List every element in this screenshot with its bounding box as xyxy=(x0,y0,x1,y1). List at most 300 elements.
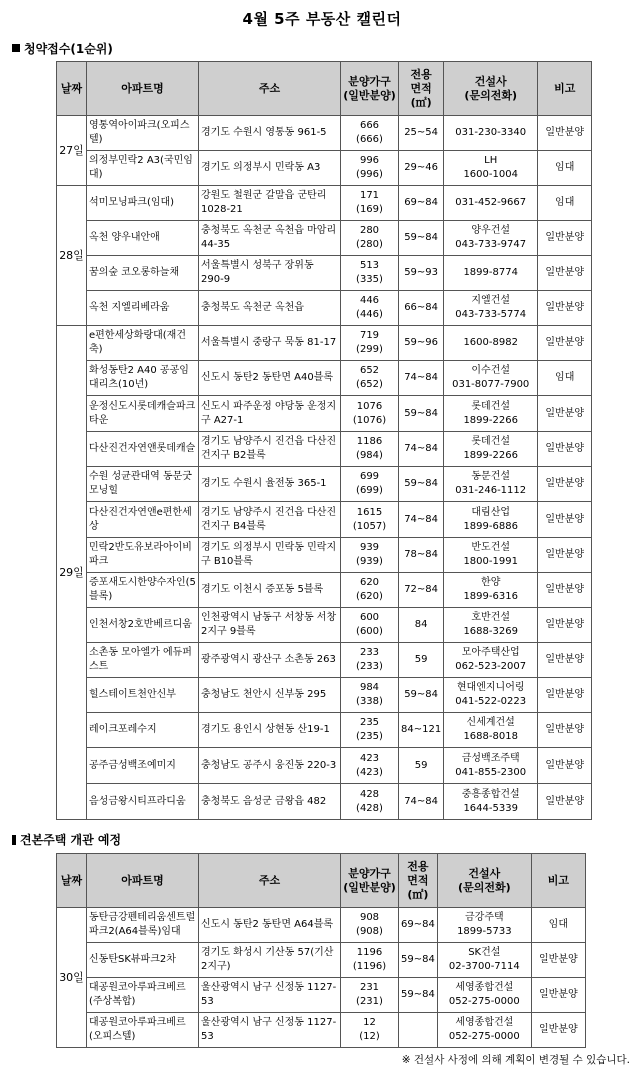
builder-name: 중흥종합건설 xyxy=(461,788,520,800)
section-heading-text: 견본주택 개관 예정 xyxy=(20,833,122,847)
address: 경기도 이천시 증포동 5블록 xyxy=(199,573,341,608)
total-units: 428 xyxy=(359,788,380,800)
builder-name: 한양 xyxy=(481,577,501,588)
units-cell xyxy=(341,748,399,784)
header-area xyxy=(399,854,438,908)
general-units: (600) xyxy=(356,626,383,637)
builder-name: 대림산업 xyxy=(471,506,511,518)
builder-name: 금성백조주택 xyxy=(461,752,520,764)
general-units: (12) xyxy=(359,1031,380,1042)
units-cell xyxy=(341,1013,399,1048)
builder-cell xyxy=(444,643,538,678)
builder-phone: 1800-1991 xyxy=(463,556,518,567)
header-address: 주소 xyxy=(199,62,341,116)
area: 59~84 xyxy=(399,221,444,256)
units-cell xyxy=(341,116,399,151)
footnote: ※ 건설사 사정에 의해 계획이 변경될 수 있습니다. xyxy=(401,1054,630,1066)
header-builder xyxy=(437,854,531,908)
total-units: 171 xyxy=(359,190,380,201)
builder-cell xyxy=(444,538,538,573)
builder-phone: 1688-8018 xyxy=(463,731,518,742)
builder-phone: 1600-8982 xyxy=(463,337,518,348)
builder-phone: 1899-8774 xyxy=(463,267,518,278)
header-builder xyxy=(444,62,538,116)
apartment-name: 신동탄SK뷰파크2차 xyxy=(87,943,199,978)
table-row xyxy=(57,256,592,291)
builder-name: 모아주택산업 xyxy=(461,647,520,658)
general-units: (428) xyxy=(356,802,383,814)
builder-phone: 043-733-9747 xyxy=(455,239,527,250)
apartment-name: 음성금왕시티프라디움 xyxy=(87,784,199,820)
note: 일반분양 xyxy=(538,678,592,713)
header-units xyxy=(341,854,399,908)
note: 일반분양 xyxy=(538,748,592,784)
square-bullet-icon xyxy=(12,44,20,52)
area: 59 xyxy=(399,643,444,678)
general-units: (338) xyxy=(356,696,383,707)
total-units: 984 xyxy=(359,682,380,693)
address: 신도시 동탄2 동탄면 A40블록 xyxy=(199,361,341,396)
area: 84~121 xyxy=(399,713,444,748)
total-units: 652 xyxy=(359,365,380,376)
total-units: 1615 xyxy=(356,506,383,518)
area: 59~93 xyxy=(399,256,444,291)
total-units: 231 xyxy=(359,982,380,993)
builder-cell xyxy=(444,467,538,502)
general-units: (299) xyxy=(356,344,383,355)
date-cell: 30일 xyxy=(57,908,87,1048)
bar-bullet-icon xyxy=(12,835,16,845)
units-cell xyxy=(341,151,399,186)
header-date: 날짜 xyxy=(57,62,87,116)
builder-cell xyxy=(444,713,538,748)
builder-cell xyxy=(444,678,538,713)
units-cell xyxy=(341,186,399,221)
builder-phone: 1899-2266 xyxy=(463,450,518,461)
builder-phone: 1899-2266 xyxy=(463,414,518,426)
units-cell xyxy=(341,784,399,820)
table-row xyxy=(57,784,592,820)
general-units: (666) xyxy=(356,134,383,145)
model-house-table xyxy=(56,853,586,1048)
address: 경기도 용인시 상현동 산19-1 xyxy=(199,713,341,748)
note: 일반분양 xyxy=(538,573,592,608)
apartment-name: 동탄금강펜테리움센트럴파크2(A64블록)임대 xyxy=(87,908,199,943)
address: 경기도 의정부시 민락동 A3 xyxy=(199,151,341,186)
general-units: (699) xyxy=(356,485,383,496)
total-units: 446 xyxy=(359,295,380,306)
area: 69~84 xyxy=(399,186,444,221)
address: 신도시 동탄2 동탄면 A64블록 xyxy=(199,908,341,943)
address: 신도시 파주운정 야당동 운정지구 A27-1 xyxy=(199,396,341,432)
header-area-line2: 면적 xyxy=(410,81,432,95)
general-units: (446) xyxy=(356,309,383,320)
table-row xyxy=(57,538,592,573)
table-row xyxy=(57,361,592,396)
header-area-line1: 전용 xyxy=(410,67,432,81)
total-units: 620 xyxy=(359,577,380,588)
builder-name: 신세계건설 xyxy=(466,717,515,728)
builder-cell xyxy=(437,978,531,1013)
builder-cell xyxy=(437,1013,531,1048)
builder-name: SK건설 xyxy=(468,947,501,958)
table-row xyxy=(57,467,592,502)
table-row xyxy=(57,978,586,1013)
builder-phone: 052-275-0000 xyxy=(448,1031,520,1042)
builder-name: 롯데건설 xyxy=(471,400,511,412)
builder-cell xyxy=(444,256,538,291)
note: 일반분양 xyxy=(538,396,592,432)
header-date: 날짜 xyxy=(57,854,87,908)
builder-phone: 041-522-0223 xyxy=(455,696,527,707)
builder-cell xyxy=(444,396,538,432)
total-units: 1196 xyxy=(356,947,383,958)
page-title: 4월 5주 부동산 캘린더 xyxy=(242,10,402,28)
note: 임대 xyxy=(531,908,585,943)
total-units: 939 xyxy=(359,542,380,553)
area: 59~84 xyxy=(399,978,438,1013)
header-area-line3: (㎡) xyxy=(410,95,432,109)
builder-cell xyxy=(444,186,538,221)
address: 경기도 수원시 율전동 365-1 xyxy=(199,467,341,502)
total-units: 996 xyxy=(359,155,380,166)
builder-cell xyxy=(444,748,538,784)
area: 69~84 xyxy=(399,908,438,943)
builder-name: 지엘건설 xyxy=(471,295,511,306)
general-units: (996) xyxy=(356,169,383,180)
apartment-name: 영통역아이파크(오피스텔) xyxy=(87,116,199,151)
address: 충청남도 천안시 신부동 295 xyxy=(199,678,341,713)
total-units: 908 xyxy=(359,912,380,923)
apartment-name: e편한세상화랑대(재건축) xyxy=(87,326,199,361)
table-row xyxy=(57,221,592,256)
note: 일반분양 xyxy=(531,943,585,978)
builder-cell xyxy=(444,116,538,151)
table-row xyxy=(57,291,592,326)
general-units: (908) xyxy=(356,926,383,937)
units-cell xyxy=(341,361,399,396)
units-cell xyxy=(341,678,399,713)
general-units: (984) xyxy=(356,450,383,461)
area xyxy=(399,1013,438,1048)
general-units: (620) xyxy=(356,591,383,602)
note: 일반분양 xyxy=(538,502,592,538)
general-units: (1057) xyxy=(352,520,387,532)
units-cell xyxy=(341,502,399,538)
apartment-name: 옥천 지엘리베라움 xyxy=(87,291,199,326)
table-row xyxy=(57,326,592,361)
note: 일반분양 xyxy=(538,432,592,467)
units-cell xyxy=(341,256,399,291)
apartment-name: 소촌동 모아엘가 에듀퍼스트 xyxy=(87,643,199,678)
area: 66~84 xyxy=(399,291,444,326)
header-builder-line2: (문의전화) xyxy=(458,880,511,894)
builder-cell xyxy=(444,432,538,467)
builder-phone: 02-3700-7114 xyxy=(448,961,520,972)
date-cell: 28일 xyxy=(57,186,87,326)
apartment-name: 다산진건자연앤e편한세상 xyxy=(87,502,199,538)
note: 일반분양 xyxy=(538,538,592,573)
units-cell xyxy=(341,643,399,678)
builder-phone: 052-275-0000 xyxy=(448,996,520,1007)
area: 74~84 xyxy=(399,784,444,820)
note: 일반분양 xyxy=(538,326,592,361)
builder-name: 세영종합건설 xyxy=(455,1017,514,1028)
area: 78~84 xyxy=(399,538,444,573)
builder-phone: 031-8077-7900 xyxy=(452,379,530,390)
table-row xyxy=(57,713,592,748)
apartment-name: 화성동탄2 A40 공공임대리츠(10년) xyxy=(87,361,199,396)
apartment-name: 다산진건자연앤롯데캐슬 xyxy=(87,432,199,467)
apartment-name: 운정신도시롯데캐슬파크타운 xyxy=(87,396,199,432)
date-cell: 29일 xyxy=(57,326,87,820)
general-units: (1196) xyxy=(352,961,387,972)
area: 25~54 xyxy=(399,116,444,151)
builder-name: LH xyxy=(484,155,498,166)
apartment-name: 꿈의숲 코오롱하늘채 xyxy=(87,256,199,291)
area: 59 xyxy=(399,748,444,784)
general-units: (939) xyxy=(356,556,383,567)
date-cell: 27일 xyxy=(57,116,87,186)
area: 74~84 xyxy=(399,361,444,396)
note: 임대 xyxy=(538,361,592,396)
table-row xyxy=(57,643,592,678)
area: 72~84 xyxy=(399,573,444,608)
units-cell xyxy=(341,978,399,1013)
builder-name: 호반건설 xyxy=(471,612,511,623)
builder-phone: 031-246-1112 xyxy=(455,485,527,496)
note: 일반분양 xyxy=(538,221,592,256)
apartment-name: 민락2반도유보라아이비파크 xyxy=(87,538,199,573)
builder-phone: 041-855-2300 xyxy=(455,766,527,778)
units-cell xyxy=(341,326,399,361)
total-units: 233 xyxy=(359,647,380,658)
header-name: 아파트명 xyxy=(87,854,199,908)
total-units: 1186 xyxy=(356,436,383,447)
header-builder-line1: 건설사 xyxy=(468,866,501,880)
table-row xyxy=(57,573,592,608)
builder-phone: 031-452-9667 xyxy=(455,197,527,208)
address: 서울특별시 중랑구 묵동 81-17 xyxy=(199,326,341,361)
note: 일반분양 xyxy=(538,467,592,502)
address: 경기도 화성시 기산동 57(기산2지구) xyxy=(199,943,341,978)
section-heading-text: 청약접수(1순위) xyxy=(24,42,113,56)
section-heading-subscription xyxy=(12,40,113,57)
total-units: 699 xyxy=(359,471,380,482)
table-header-row xyxy=(57,854,586,908)
area: 59~84 xyxy=(399,396,444,432)
units-cell xyxy=(341,608,399,643)
units-cell xyxy=(341,291,399,326)
apartment-name: 대공원코아루파크베르(오피스텔) xyxy=(87,1013,199,1048)
address: 경기도 수원시 영통동 961-5 xyxy=(199,116,341,151)
general-units: (280) xyxy=(356,239,383,250)
area: 74~84 xyxy=(399,432,444,467)
area: 59~96 xyxy=(399,326,444,361)
header-area-line2: 면적 xyxy=(407,873,429,887)
area: 74~84 xyxy=(399,502,444,538)
total-units: 12 xyxy=(363,1017,376,1028)
area: 84 xyxy=(399,608,444,643)
area: 59~84 xyxy=(399,467,444,502)
note: 일반분양 xyxy=(538,291,592,326)
header-area-line3: (㎡) xyxy=(407,887,429,901)
table-row xyxy=(57,678,592,713)
total-units: 513 xyxy=(359,260,380,271)
header-units-line1: 분양가구 xyxy=(348,866,391,880)
builder-cell xyxy=(437,943,531,978)
header-note: 비고 xyxy=(531,854,585,908)
note: 일반분양 xyxy=(538,256,592,291)
builder-cell xyxy=(444,151,538,186)
builder-phone: 1600-1004 xyxy=(463,169,518,180)
builder-cell xyxy=(444,221,538,256)
header-builder-line2: (문의전화) xyxy=(464,88,517,102)
table-row xyxy=(57,1013,586,1048)
builder-phone: 043-733-5774 xyxy=(455,309,527,320)
address: 울산광역시 남구 신정동 1127-53 xyxy=(199,1013,341,1048)
address: 강원도 철원군 갈말읍 군탄리 1028-21 xyxy=(199,186,341,221)
apartment-name: 증포새도시한양수자인(5블록) xyxy=(87,573,199,608)
builder-phone: 1899-5733 xyxy=(457,926,512,937)
table-row xyxy=(57,116,592,151)
builder-phone: 062-523-2007 xyxy=(455,661,527,672)
note: 임대 xyxy=(538,186,592,221)
note: 일반분양 xyxy=(538,608,592,643)
address: 인천광역시 남동구 서창동 서창2지구 9블록 xyxy=(199,608,341,643)
builder-name: 세영종합건설 xyxy=(455,982,514,993)
builder-name: 롯데건설 xyxy=(471,436,511,447)
header-area xyxy=(399,62,444,116)
builder-phone: 031-230-3340 xyxy=(455,127,527,138)
apartment-name: 대공원코아루파크베르(주상복합) xyxy=(87,978,199,1013)
note: 일반분양 xyxy=(538,784,592,820)
note: 일반분양 xyxy=(538,643,592,678)
general-units: (423) xyxy=(356,766,383,778)
builder-phone: 1899-6316 xyxy=(463,591,518,602)
header-builder-line1: 건설사 xyxy=(474,74,507,88)
header-name: 아파트명 xyxy=(87,62,199,116)
units-cell xyxy=(341,943,399,978)
builder-cell xyxy=(444,608,538,643)
address: 충청남도 공주시 웅진동 220-3 xyxy=(199,748,341,784)
general-units: (169) xyxy=(356,204,383,215)
builder-name: 이수건설 xyxy=(471,365,511,376)
table-row xyxy=(57,748,592,784)
address: 울산광역시 남구 신정동 1127-53 xyxy=(199,978,341,1013)
general-units: (231) xyxy=(356,996,383,1007)
table-row xyxy=(57,608,592,643)
total-units: 280 xyxy=(359,225,380,236)
builder-phone: 1644-5339 xyxy=(463,802,518,814)
builder-cell xyxy=(444,326,538,361)
note: 일반분양 xyxy=(538,116,592,151)
units-cell xyxy=(341,713,399,748)
header-units-line1: 분양가구 xyxy=(348,74,391,88)
builder-cell xyxy=(437,908,531,943)
header-units-line2: (일반분양) xyxy=(343,88,396,102)
note: 임대 xyxy=(538,151,592,186)
address: 경기도 남양주시 진건읍 다산진건지구 B4블록 xyxy=(199,502,341,538)
units-cell xyxy=(341,573,399,608)
apartment-name: 힐스테이트천안신부 xyxy=(87,678,199,713)
apartment-name: 옥천 양우내안애 xyxy=(87,221,199,256)
table-header-row xyxy=(57,62,592,116)
header-units-line2: (일반분양) xyxy=(343,880,396,894)
address: 광주광역시 광산구 소촌동 263 xyxy=(199,643,341,678)
units-cell xyxy=(341,538,399,573)
note: 일반분양 xyxy=(531,978,585,1013)
table-row xyxy=(57,432,592,467)
builder-phone: 1899-6886 xyxy=(463,520,518,532)
total-units: 600 xyxy=(359,612,380,623)
table-row xyxy=(57,186,592,221)
area: 59~84 xyxy=(399,943,438,978)
note: 일반분양 xyxy=(531,1013,585,1048)
area: 59~84 xyxy=(399,678,444,713)
area: 29~46 xyxy=(399,151,444,186)
total-units: 719 xyxy=(359,330,380,341)
header-note: 비고 xyxy=(538,62,592,116)
address: 충청북도 옥천군 옥천읍 xyxy=(199,291,341,326)
table-row xyxy=(57,502,592,538)
address: 경기도 의정부시 민락동 민락지구 B10블록 xyxy=(199,538,341,573)
total-units: 1076 xyxy=(356,400,383,412)
header-units xyxy=(341,62,399,116)
apartment-name: 의정부민락2 A3(국민임대) xyxy=(87,151,199,186)
builder-cell xyxy=(444,291,538,326)
address: 충청북도 음성군 금왕읍 482 xyxy=(199,784,341,820)
builder-cell xyxy=(444,784,538,820)
units-cell xyxy=(341,908,399,943)
subscription-table xyxy=(56,61,592,820)
builder-phone: 1688-3269 xyxy=(463,626,518,637)
table-row xyxy=(57,396,592,432)
apartment-name: 석미모닝파크(임대) xyxy=(87,186,199,221)
address: 충청북도 옥천군 옥천읍 마암리 44-35 xyxy=(199,221,341,256)
builder-name: 금강주택 xyxy=(465,912,504,923)
builder-name: 동문건설 xyxy=(471,471,511,482)
general-units: (235) xyxy=(356,731,383,742)
note: 일반분양 xyxy=(538,713,592,748)
apartment-name: 수원 성균관대역 동문굿모닝힐 xyxy=(87,467,199,502)
table-row xyxy=(57,943,586,978)
general-units: (335) xyxy=(356,274,383,285)
total-units: 666 xyxy=(359,120,380,131)
header-address: 주소 xyxy=(199,854,341,908)
builder-cell xyxy=(444,361,538,396)
apartment-name: 공주금성백조예미지 xyxy=(87,748,199,784)
units-cell xyxy=(341,432,399,467)
apartment-name: 레이크포레수지 xyxy=(87,713,199,748)
general-units: (1076) xyxy=(352,414,387,426)
total-units: 423 xyxy=(359,752,380,764)
table-row xyxy=(57,908,586,943)
section-heading-model-house xyxy=(12,831,121,848)
table-row xyxy=(57,151,592,186)
general-units: (233) xyxy=(356,661,383,672)
units-cell xyxy=(341,467,399,502)
builder-cell xyxy=(444,573,538,608)
builder-name: 양우건설 xyxy=(471,225,511,236)
apartment-name: 인천서창2호반베르디움 xyxy=(87,608,199,643)
units-cell xyxy=(341,221,399,256)
general-units: (652) xyxy=(356,379,383,390)
total-units: 235 xyxy=(359,717,380,728)
units-cell xyxy=(341,396,399,432)
header-area-line1: 전용 xyxy=(407,859,429,873)
builder-name: 현대엔지니어링 xyxy=(456,682,525,693)
